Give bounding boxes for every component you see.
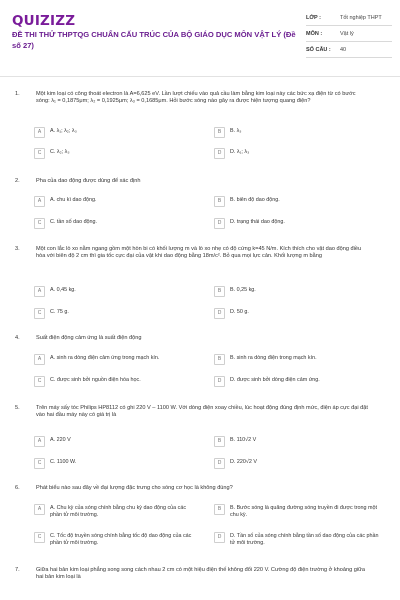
option-badge: D: [214, 148, 225, 159]
answer-option-b[interactable]: [214, 354, 384, 367]
answer-option-a[interactable]: [34, 436, 196, 449]
meta-row-subject: [306, 30, 392, 42]
option-text: A. λ₁; λ₂; λ₃: [50, 128, 77, 134]
answer-option-d[interactable]: [214, 532, 384, 550]
option-badge: B: [214, 354, 225, 365]
answer-option-a[interactable]: [34, 196, 196, 209]
meta-row-count: [306, 46, 392, 58]
option-badge: A: [34, 354, 45, 365]
option-text: D. Tần số của sóng chính bằng tần số dao động của các phần tử môi trường.: [230, 533, 379, 546]
question-text: Giữa hai bản kim loại phẳng song song cách nhau 2 cm có một hiệu điện thế không đổi 220 V. Cường độ điện trường ở khoảng giữa hai bản kim loại là: [36, 567, 365, 581]
meta-label: MÔN :: [306, 31, 323, 37]
question-text: Một con lắc lò xo nằm ngang gồm một hòn bi có khối lượng m và lò xo nhẹ có độ cứng k=45 N/m. Kích thích cho vật dao động điều hòa với biên độ 2 cm thì gia tốc cực đại của vật khi dao động bằng 18m/c². Bỏ qua mọi lực cản. Khối lượng m bằng: [36, 246, 362, 260]
option-badge: D: [214, 308, 225, 319]
option-badge: C: [34, 458, 45, 469]
option-text: A. Chu kỳ của sóng chính bằng chu kỳ dao động của các phần tử môi trường.: [50, 505, 187, 518]
worksheet-header: [0, 0, 400, 78]
answer-option-b[interactable]: [214, 436, 384, 449]
meta-value: Vật lý: [340, 31, 354, 37]
option-badge: C: [34, 376, 45, 387]
option-badge: A: [34, 286, 45, 297]
answer-option-b[interactable]: [214, 286, 384, 299]
option-text: B. biên độ dao động.: [230, 197, 280, 203]
option-badge: A: [34, 196, 45, 207]
option-text: B. 110√2 V: [230, 437, 257, 443]
option-badge: A: [34, 127, 45, 138]
option-text: D. trạng thái dao động.: [230, 219, 285, 225]
option-text: C. tần số dao động.: [50, 219, 98, 225]
option-text: B. 0,25 kg.: [230, 287, 256, 293]
option-text: C. 1100 W.: [50, 459, 77, 465]
question-text: Một kim loại có công thoát electron là A=6,625 eV. Lần lượt chiếu vào quả cầu làm bằng kim loại này các bức xạ điện từ có bước sóng: λ₁ = 0,1875μm; λ₂ = 0,1925μm; λ₃ = 0,1685μm. Hỏi bước sóng nào gây ra được hiện tượng quang điện?: [36, 91, 356, 105]
option-badge: C: [34, 308, 45, 319]
option-badge: C: [34, 532, 45, 543]
question-text: Suất điện động cảm ứng là suất điện động: [36, 335, 142, 341]
option-text: D. λ₁; λ₃: [230, 149, 250, 155]
answer-option-d[interactable]: [214, 218, 384, 231]
option-badge: D: [214, 458, 225, 469]
option-badge: D: [214, 532, 225, 543]
meta-row-class: [306, 14, 392, 26]
option-text: A. sinh ra dòng điện cảm ứng trong mạch kín.: [50, 355, 160, 361]
option-badge: B: [214, 127, 225, 138]
meta-value: Tốt nghiệp THPT: [340, 15, 382, 21]
answer-option-c[interactable]: [34, 458, 196, 471]
option-badge: A: [34, 436, 45, 447]
worksheet-meta: [306, 14, 392, 62]
option-badge: D: [214, 218, 225, 229]
meta-value: 40: [340, 47, 347, 53]
question-text: Phát biểu nào sau đây về đại lượng đặc trưng cho sóng cơ học là không đúng?: [36, 485, 233, 491]
answer-option-b[interactable]: [214, 127, 384, 140]
answer-option-b[interactable]: [214, 504, 384, 522]
question-number: 4.: [15, 335, 20, 341]
option-text: C. Tốc độ truyền sóng chính bằng tốc độ dao động của các phần tử môi trường.: [50, 533, 192, 546]
option-badge: C: [34, 218, 45, 229]
question-number: 6.: [15, 485, 20, 491]
option-text: B. sinh ra dòng điện trong mạch kín.: [230, 355, 317, 361]
option-badge: B: [214, 286, 225, 297]
answer-option-d[interactable]: [214, 458, 384, 471]
question-number: 5.: [15, 405, 20, 411]
question-number: 3.: [15, 246, 20, 252]
option-text: C. 75 g.: [50, 309, 69, 315]
answer-option-d[interactable]: [214, 308, 384, 321]
option-badge: B: [214, 196, 225, 207]
answer-option-d[interactable]: [214, 148, 384, 161]
answer-option-c[interactable]: [34, 376, 196, 389]
answer-option-c[interactable]: [34, 532, 196, 550]
answer-option-a[interactable]: [34, 504, 196, 522]
answer-option-d[interactable]: [214, 376, 384, 389]
option-text: C. được sinh bởi nguồn điện hóa học.: [50, 377, 141, 383]
brand-logo: QUIZIZZ: [12, 13, 76, 29]
option-text: B. Bước sóng là quãng đường sóng truyền đi được trong một chu kỳ.: [230, 505, 377, 518]
question-text: Trên máy sấy tóc Philips HP8112 có ghi 220 V – 1100 W. Với dòng điện xoay chiều, lúc hoạt động đúng định mức, điện áp cực đại đặt vào hai đầu máy này có giá trị là: [36, 405, 368, 419]
answer-option-c[interactable]: [34, 218, 196, 231]
question-number: 1.: [15, 91, 20, 97]
option-text: A. 220 V: [50, 437, 71, 443]
answer-option-a[interactable]: [34, 354, 196, 367]
answer-option-a[interactable]: [34, 286, 196, 299]
option-text: A. chu kì dao động.: [50, 197, 97, 203]
header-divider: [0, 76, 400, 77]
question-text: Pha của dao động được dùng để xác định: [36, 178, 141, 184]
option-text: D. được sinh bởi dòng điện cảm ứng.: [230, 377, 320, 383]
option-text: C. λ₂; λ₃: [50, 149, 70, 155]
answer-option-a[interactable]: [34, 127, 196, 140]
option-text: D. 220√2 V: [230, 459, 257, 465]
question-number: 2.: [15, 178, 20, 184]
answer-option-b[interactable]: [214, 196, 384, 209]
worksheet-title: ĐỀ THI THỬ THPTQG CHUẨN CẤU TRÚC CỦA BỘ GIÁO DỤC MÔN VẬT LÝ (Đề số 27): [12, 30, 296, 50]
option-text: D. 50 g.: [230, 309, 249, 315]
option-text: B. λ₃: [230, 128, 242, 134]
meta-label: SỐ CÂU :: [306, 47, 331, 53]
meta-label: LỚP :: [306, 15, 321, 21]
option-text: A. 0,45 kg.: [50, 287, 76, 293]
question-number: 7.: [15, 567, 20, 573]
option-badge: D: [214, 376, 225, 387]
option-badge: B: [214, 504, 225, 515]
option-badge: C: [34, 148, 45, 159]
option-badge: B: [214, 436, 225, 447]
option-badge: A: [34, 504, 45, 515]
answer-option-c[interactable]: [34, 148, 196, 161]
answer-option-c[interactable]: [34, 308, 196, 321]
